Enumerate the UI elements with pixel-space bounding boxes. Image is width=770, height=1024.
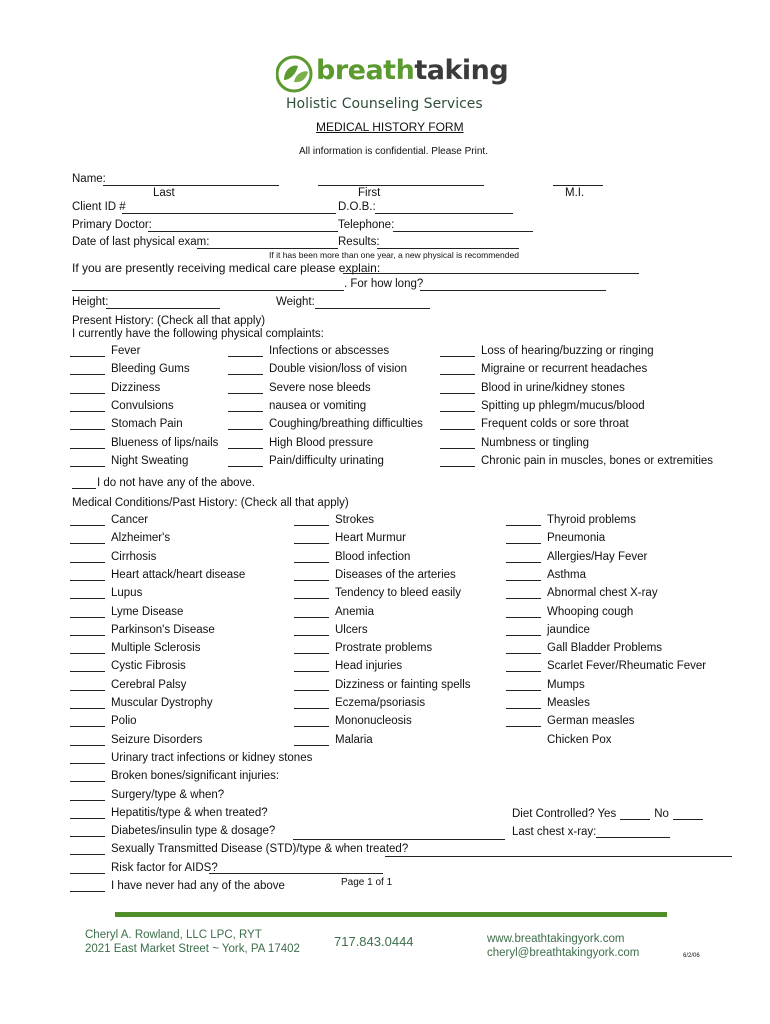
telephone-label: Telephone: xyxy=(338,219,395,231)
present-none-label: I do not have any of the above. xyxy=(97,477,255,489)
checkbox-blank[interactable] xyxy=(506,679,541,691)
checkbox-blank[interactable] xyxy=(70,807,105,819)
primary-doctor-label: Primary Doctor: xyxy=(72,219,152,231)
condition-item[interactable] xyxy=(70,807,268,819)
complaint-item[interactable] xyxy=(70,437,218,449)
name-label: Name: xyxy=(72,173,106,185)
dob-label: D.O.B.: xyxy=(338,201,376,213)
condition-label: Mumps xyxy=(547,678,585,691)
condition-item[interactable] xyxy=(70,624,215,636)
last-name-field[interactable] xyxy=(103,185,279,186)
condition-label: Lupus xyxy=(111,587,143,600)
checkbox-blank[interactable] xyxy=(70,587,105,599)
checkbox-blank[interactable] xyxy=(70,514,105,526)
condition-label: Cystic Fibrosis xyxy=(111,660,186,673)
how-long-field[interactable] xyxy=(420,290,606,291)
condition-label: Cancer xyxy=(111,514,149,526)
logo xyxy=(276,52,509,97)
dob-field[interactable] xyxy=(375,213,513,214)
condition-item[interactable] xyxy=(294,679,471,691)
condition-label: Risk factor for AIDS? xyxy=(111,861,218,874)
exam-note: If it has been more than one year, a new physical is recommended xyxy=(269,250,519,260)
confidential-notice: All information is confidential. Please Print. xyxy=(299,146,488,157)
condition-label: Lyme Disease xyxy=(111,605,184,618)
condition-label: Surgery/type & when? xyxy=(111,788,225,801)
complaint-item[interactable] xyxy=(440,382,625,394)
condition-label: Ulcers xyxy=(335,623,368,636)
present-none-row[interactable] xyxy=(72,477,255,489)
checkbox-blank[interactable] xyxy=(294,624,329,636)
checkbox-blank[interactable] xyxy=(506,715,541,727)
checkbox-blank[interactable] xyxy=(440,382,475,394)
condition-label: German measles xyxy=(547,715,635,728)
complaint-label: Infections or abscesses xyxy=(269,345,390,357)
checkbox-blank[interactable] xyxy=(70,734,105,746)
checkbox-blank[interactable] xyxy=(506,532,541,544)
condition-item[interactable] xyxy=(506,587,658,599)
footer-rule xyxy=(115,912,667,917)
condition-item[interactable] xyxy=(70,752,312,764)
condition-label: Malaria xyxy=(335,733,373,746)
care-explain-label: If you are presently receiving medical care please explain: xyxy=(72,261,381,275)
checkbox-blank[interactable] xyxy=(294,642,329,654)
condition-label: Abnormal chest X-ray xyxy=(547,587,658,600)
checkbox-blank[interactable] xyxy=(506,514,541,526)
complaint-item[interactable] xyxy=(70,455,188,467)
last-caption: Last xyxy=(153,187,175,199)
condition-item[interactable] xyxy=(506,514,636,526)
condition-label: Multiple Sclerosis xyxy=(111,642,201,655)
diet-controlled-row[interactable] xyxy=(512,808,703,820)
first-name-field[interactable] xyxy=(318,185,484,186)
condition-label: Seizure Disorders xyxy=(111,733,203,746)
checkbox-blank[interactable] xyxy=(70,825,105,837)
checkbox-blank[interactable] xyxy=(70,363,105,375)
complaint-label: Loss of hearing/buzzing or ringing xyxy=(481,345,654,357)
checkbox-blank[interactable] xyxy=(228,363,263,375)
condition-label: Measles xyxy=(547,697,590,709)
condition-item[interactable] xyxy=(294,624,368,636)
condition-item[interactable] xyxy=(506,532,605,544)
condition-item[interactable] xyxy=(70,642,200,654)
condition-label: Asthma xyxy=(547,568,586,581)
present-history-heading: Present History: (Check all that apply) xyxy=(72,315,266,327)
footer-email[interactable]: cheryl@breathtakingyork.com xyxy=(487,947,640,959)
condition-item[interactable] xyxy=(506,734,612,746)
care-explain-field-2[interactable] xyxy=(72,290,344,291)
checkbox-blank[interactable] xyxy=(70,606,105,618)
checkbox-blank[interactable] xyxy=(294,569,329,581)
condition-item[interactable] xyxy=(70,862,218,874)
complaint-label: Double vision/loss of vision xyxy=(269,363,408,376)
complaint-item[interactable] xyxy=(228,400,366,412)
checkbox-blank[interactable] xyxy=(228,400,263,412)
mi-field[interactable] xyxy=(553,185,603,186)
condition-item[interactable] xyxy=(294,569,456,581)
condition-item[interactable] xyxy=(70,734,202,746)
complaint-item[interactable] xyxy=(70,382,160,394)
present-history-subheading: I currently have the following physical complaints: xyxy=(72,328,324,340)
aids-detail-field[interactable] xyxy=(209,873,383,874)
condition-label: Diseases of the arteries xyxy=(335,568,456,581)
checkbox-blank[interactable] xyxy=(70,752,105,764)
weight-label: Weight: xyxy=(276,296,315,308)
condition-item[interactable] xyxy=(70,843,408,855)
checkbox-blank[interactable] xyxy=(440,418,475,430)
condition-item[interactable] xyxy=(506,606,633,618)
condition-label: Cirrhosis xyxy=(111,550,157,563)
client-id-field[interactable] xyxy=(122,213,336,214)
checkbox-blank[interactable] xyxy=(70,715,105,727)
complaint-item[interactable] xyxy=(228,418,423,430)
condition-label: Mononucleosis xyxy=(335,715,412,728)
condition-item[interactable] xyxy=(70,715,137,727)
checkbox-blank[interactable] xyxy=(70,789,105,801)
complaint-label: Night Sweating xyxy=(111,454,189,467)
complaint-item[interactable] xyxy=(228,437,373,449)
checkbox-blank[interactable] xyxy=(70,697,105,709)
condition-label: jaundice xyxy=(547,623,590,636)
checkbox-blank[interactable] xyxy=(294,532,329,544)
checkbox-blank[interactable] xyxy=(294,514,329,526)
complaint-item[interactable] xyxy=(228,455,384,467)
checkbox-blank[interactable] xyxy=(228,455,263,467)
checkbox-blank[interactable] xyxy=(70,679,105,691)
logo-text-left: breath xyxy=(316,55,415,86)
condition-item[interactable] xyxy=(506,624,590,636)
condition-label: Alzheimer's xyxy=(111,532,171,545)
complaint-label: High Blood pressure xyxy=(269,436,374,449)
last-exam-field[interactable] xyxy=(197,248,338,249)
checkbox-blank[interactable] xyxy=(70,400,105,412)
condition-item[interactable] xyxy=(70,514,148,526)
condition-item[interactable] xyxy=(70,880,285,892)
checkbox-blank[interactable] xyxy=(506,642,541,654)
complaint-item[interactable] xyxy=(440,418,629,430)
condition-item[interactable] xyxy=(506,642,662,654)
complaint-item[interactable] xyxy=(228,345,389,357)
checkbox-blank[interactable] xyxy=(506,606,541,618)
condition-label: Head injuries xyxy=(335,660,403,673)
checkbox-blank[interactable] xyxy=(228,418,263,430)
condition-label: Broken bones/significant injuries: xyxy=(111,770,280,783)
complaint-item[interactable] xyxy=(70,363,190,375)
condition-item[interactable] xyxy=(294,642,432,654)
care-explain-field[interactable] xyxy=(343,273,639,274)
condition-label: Allergies/Hay Fever xyxy=(547,550,648,563)
condition-item[interactable] xyxy=(70,569,245,581)
checkbox-blank[interactable] xyxy=(70,532,105,544)
checkbox-blank[interactable] xyxy=(294,660,329,672)
condition-label: Polio xyxy=(111,715,137,728)
logo-subtitle: Holistic Counseling Services xyxy=(286,96,483,112)
condition-item[interactable] xyxy=(70,532,170,544)
complaint-item[interactable] xyxy=(440,400,645,412)
condition-item[interactable] xyxy=(70,789,224,801)
complaint-item[interactable] xyxy=(440,345,654,357)
footer-date: 6/2/06 xyxy=(683,953,700,959)
condition-label: Dizziness or fainting spells xyxy=(335,678,471,691)
checkbox-blank[interactable] xyxy=(70,382,105,394)
complaint-label: Convulsions xyxy=(111,399,174,412)
primary-doctor-field[interactable] xyxy=(148,231,338,232)
condition-label: Blood infection xyxy=(335,550,411,563)
complaint-label: nausea or vomiting xyxy=(269,399,367,412)
complaint-item[interactable] xyxy=(440,455,713,467)
checkbox-blank[interactable] xyxy=(506,587,541,599)
condition-item[interactable] xyxy=(70,697,213,709)
checkbox-blank[interactable] xyxy=(70,843,105,855)
complaint-item[interactable] xyxy=(228,382,371,394)
checkbox-blank[interactable] xyxy=(70,642,105,654)
complaint-label: Blood in urine/kidney stones xyxy=(481,381,625,394)
condition-label: Heart attack/heart disease xyxy=(111,568,246,581)
checkbox-blank[interactable] xyxy=(70,345,105,357)
condition-item[interactable] xyxy=(294,587,461,599)
checkbox-blank[interactable] xyxy=(70,770,105,782)
checkbox-blank[interactable] xyxy=(294,679,329,691)
checkbox-blank[interactable] xyxy=(70,455,105,467)
complaint-label: Pain/difficulty urinating xyxy=(269,454,384,467)
how-long-label: . For how long? xyxy=(344,278,424,290)
diet-controlled-label: Diet Controlled? Yes xyxy=(512,808,617,820)
form-title: MEDICAL HISTORY FORM xyxy=(316,120,464,134)
condition-label: Cerebral Palsy xyxy=(111,678,187,691)
first-caption: First xyxy=(358,187,381,199)
last-xray-label: Last chest x-ray: xyxy=(512,826,597,838)
results-label: Results: xyxy=(338,236,380,248)
condition-item[interactable] xyxy=(294,532,406,544)
condition-item[interactable] xyxy=(506,569,586,581)
complaint-item[interactable] xyxy=(70,400,174,412)
checkbox-blank[interactable] xyxy=(506,569,541,581)
checkbox-blank[interactable] xyxy=(70,880,105,892)
condition-item[interactable] xyxy=(506,679,585,691)
height-field[interactable] xyxy=(106,308,220,309)
condition-item[interactable] xyxy=(506,551,647,563)
condition-label: Muscular Dystrophy xyxy=(111,697,213,709)
client-id-label: Client ID # xyxy=(72,201,126,213)
condition-item[interactable] xyxy=(70,770,279,782)
checkbox-blank[interactable] xyxy=(228,345,263,357)
checkbox-blank[interactable] xyxy=(70,624,105,636)
diabetes-detail-field[interactable] xyxy=(293,839,505,840)
checkbox-blank[interactable] xyxy=(440,437,475,449)
checkbox-blank[interactable] xyxy=(506,660,541,672)
complaint-label: Migraine or recurrent headaches xyxy=(481,363,648,376)
condition-label: I have never had any of the above xyxy=(111,880,285,892)
checkbox-blank[interactable] xyxy=(70,569,105,581)
logo-text-right: taking xyxy=(414,55,509,86)
checkbox-blank[interactable] xyxy=(228,382,263,394)
condition-item[interactable] xyxy=(70,679,186,691)
checkbox-blank[interactable] xyxy=(440,345,475,357)
condition-label: Whooping cough xyxy=(547,605,634,618)
std-detail-field[interactable] xyxy=(385,856,732,857)
complaint-label: Stomach Pain xyxy=(111,418,183,431)
checkbox-blank[interactable] xyxy=(506,551,541,563)
checkbox-blank[interactable] xyxy=(70,418,105,430)
condition-item[interactable] xyxy=(70,660,186,672)
condition-label: Hepatitis/type & when treated? xyxy=(111,806,268,819)
complaint-label: Severe nose bleeds xyxy=(269,381,371,394)
condition-item[interactable] xyxy=(70,587,142,599)
condition-item[interactable] xyxy=(294,715,412,727)
mi-caption: M.I. xyxy=(565,187,585,199)
condition-label: Gall Bladder Problems xyxy=(547,642,663,655)
condition-item[interactable] xyxy=(506,715,635,727)
condition-item[interactable] xyxy=(70,551,156,563)
condition-label: Tendency to bleed easily xyxy=(335,587,461,600)
condition-label: Eczema/psoriasis xyxy=(335,697,426,709)
complaint-label: Spitting up phlegm/mucus/blood xyxy=(481,399,645,412)
condition-label: Scarlet Fever/Rheumatic Fever xyxy=(547,660,707,673)
checkbox-blank[interactable] xyxy=(294,606,329,618)
condition-item[interactable] xyxy=(70,606,183,618)
complaint-item[interactable] xyxy=(440,363,647,375)
complaint-label: Fever xyxy=(111,345,141,357)
condition-item[interactable] xyxy=(506,660,706,672)
checkbox-blank[interactable] xyxy=(294,551,329,563)
footer-name: Cheryl A. Rowland, LLC LPC, RYT xyxy=(85,929,262,941)
condition-label: Diabetes/insulin type & dosage? xyxy=(111,825,276,838)
leaf-logo-icon xyxy=(276,54,316,94)
results-field[interactable] xyxy=(377,248,519,249)
checkbox-blank[interactable] xyxy=(294,715,329,727)
diet-no-label: No xyxy=(654,808,669,820)
complaint-label: Dizziness xyxy=(111,381,161,394)
condition-label: Heart Murmur xyxy=(335,532,406,545)
weight-field[interactable] xyxy=(315,308,430,309)
complaint-item[interactable] xyxy=(440,437,589,449)
footer-phone: 717.843.0444 xyxy=(334,934,414,949)
footer-address: 2021 East Market Street ~ York, PA 17402 xyxy=(85,943,300,955)
complaint-label: Frequent colds or sore throat xyxy=(481,418,629,431)
condition-label: Chicken Pox xyxy=(547,733,612,746)
condition-label: Parkinson's Disease xyxy=(111,623,215,636)
height-label: Height: xyxy=(72,296,109,308)
checkbox-blank[interactable] xyxy=(294,734,329,746)
medical-conditions-heading: Medical Conditions/Past History: (Check all that apply) xyxy=(72,497,349,509)
condition-label: Sexually Transmitted Disease (STD)/type & when treated? xyxy=(111,843,409,856)
checkbox-blank[interactable] xyxy=(294,587,329,599)
complaint-label: Blueness of lips/nails xyxy=(111,436,219,449)
checkbox-blank[interactable] xyxy=(70,862,105,874)
complaint-item[interactable] xyxy=(70,418,183,430)
checkbox-blank[interactable] xyxy=(440,455,475,467)
footer-web[interactable]: www.breathtakingyork.com xyxy=(487,933,625,945)
checkbox-blank[interactable] xyxy=(294,697,329,709)
telephone-field[interactable] xyxy=(393,231,533,232)
last-exam-label: Date of last physical exam: xyxy=(72,236,210,248)
condition-item[interactable] xyxy=(294,514,374,526)
complaint-label: Bleeding Gums xyxy=(111,363,190,376)
condition-label: Anemia xyxy=(335,605,374,618)
condition-item[interactable] xyxy=(294,660,402,672)
complaint-item[interactable] xyxy=(70,345,140,357)
condition-label: Urinary tract infections or kidney stones xyxy=(111,751,313,764)
condition-label: Thyroid problems xyxy=(547,514,636,526)
condition-item[interactable] xyxy=(294,734,373,746)
condition-label: Prostrate problems xyxy=(335,642,433,655)
checkbox-blank[interactable] xyxy=(70,551,105,563)
checkbox-blank[interactable] xyxy=(70,437,105,449)
last-xray-row[interactable] xyxy=(512,826,670,838)
complaint-label: Coughing/breathing difficulties xyxy=(269,418,423,431)
page-label: Page 1 of 1 xyxy=(341,877,393,888)
condition-item[interactable] xyxy=(70,825,275,837)
condition-item[interactable] xyxy=(294,606,374,618)
condition-label: Strokes xyxy=(335,514,374,526)
checkbox-blank[interactable] xyxy=(506,697,541,709)
checkbox-blank[interactable] xyxy=(228,437,263,449)
checkbox-blank[interactable] xyxy=(440,400,475,412)
complaint-label: Numbness or tingling xyxy=(481,436,590,449)
checkbox-blank[interactable] xyxy=(506,624,541,636)
complaint-label: Chronic pain in muscles, bones or extremities xyxy=(481,454,714,467)
condition-item[interactable] xyxy=(294,551,410,563)
checkbox-blank[interactable] xyxy=(70,660,105,672)
complaint-item[interactable] xyxy=(228,363,407,375)
checkbox-blank[interactable] xyxy=(506,735,541,746)
condition-label: Pneumonia xyxy=(547,532,606,545)
condition-item[interactable] xyxy=(506,697,590,709)
checkbox-blank[interactable] xyxy=(440,363,475,375)
condition-item[interactable] xyxy=(294,697,425,709)
